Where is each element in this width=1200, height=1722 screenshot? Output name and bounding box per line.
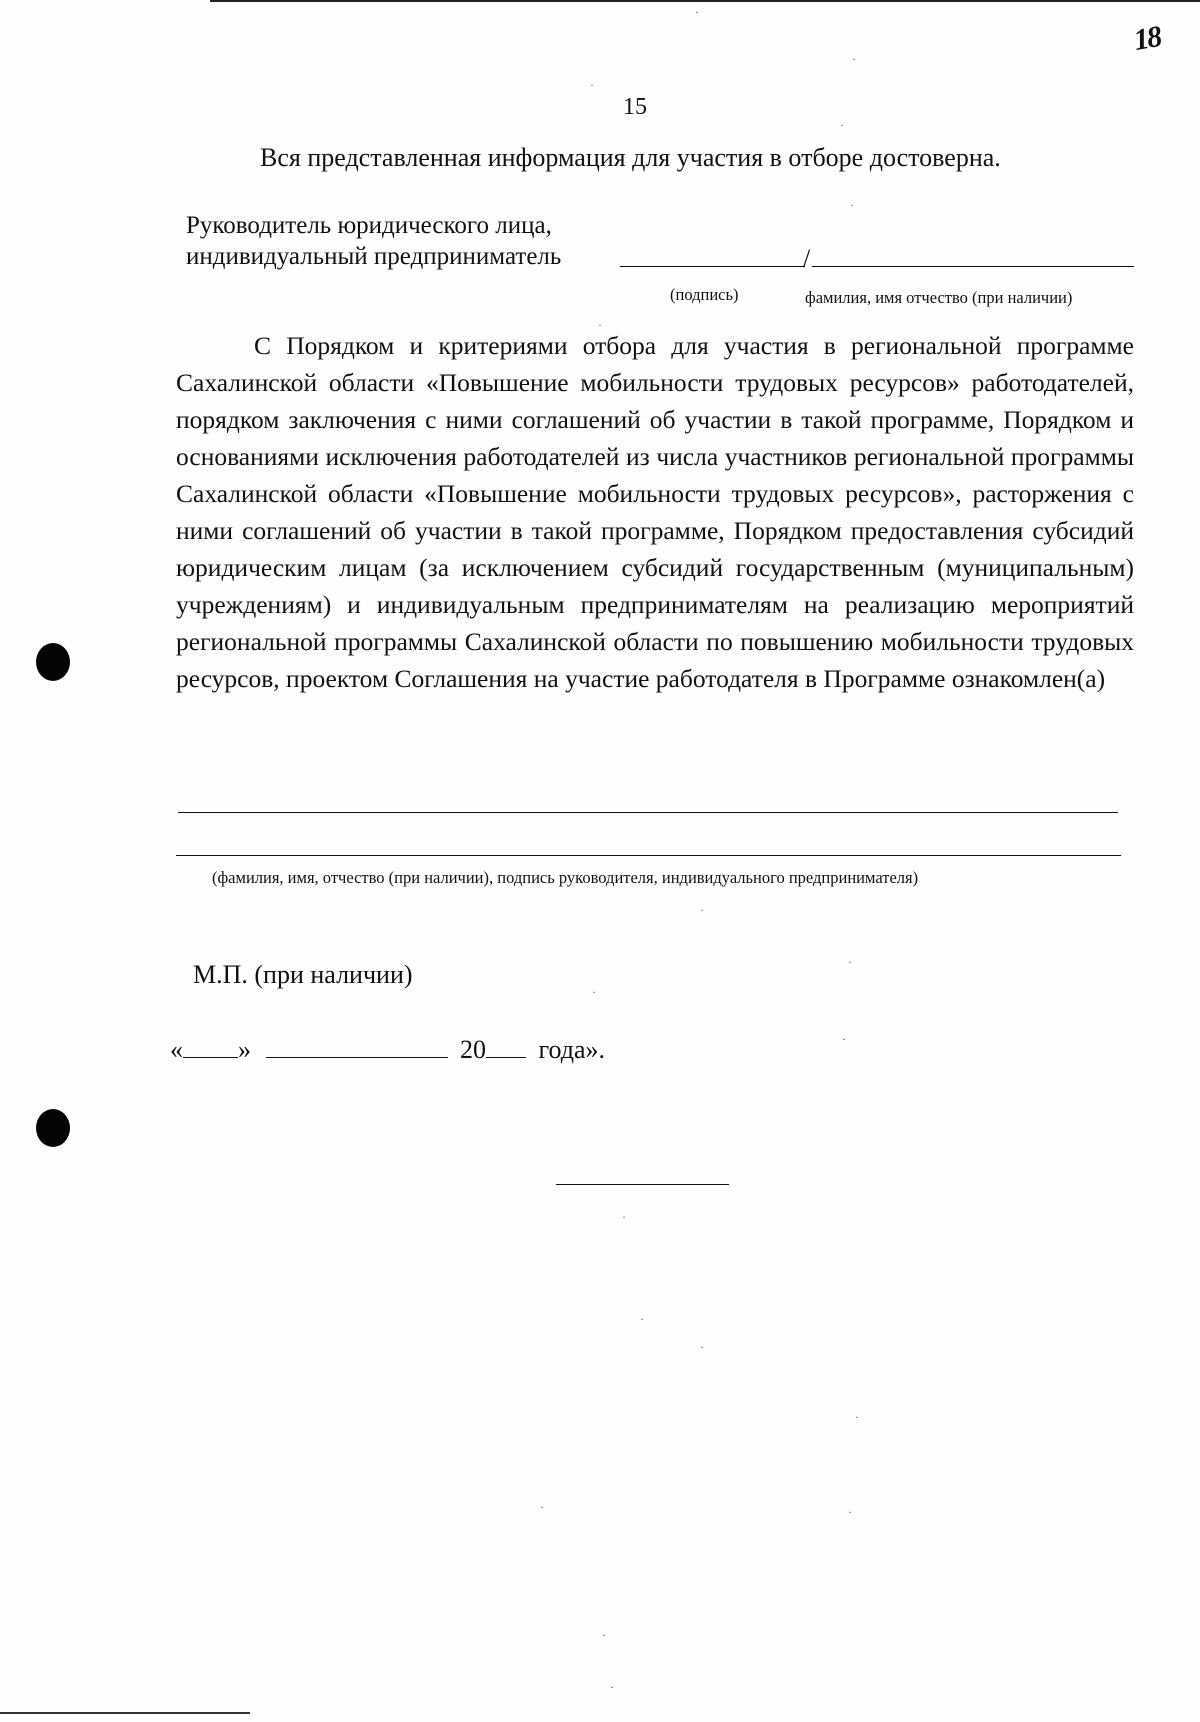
scan-speck: · bbox=[602, 1628, 606, 1642]
scan-speck: · bbox=[848, 955, 852, 969]
scan-speck: · bbox=[598, 318, 602, 332]
scan-edge-top bbox=[210, 0, 1200, 2]
signer-title bbox=[186, 210, 561, 272]
signature-caption: (подпись) bbox=[670, 285, 739, 304]
scan-speck: · bbox=[852, 52, 856, 66]
scan-speck: · bbox=[640, 1312, 644, 1326]
acknowledgement-blank-line-1 bbox=[178, 812, 1118, 813]
scan-speck: · bbox=[700, 1340, 704, 1354]
full-name-blank-line bbox=[812, 266, 1134, 267]
scan-speck: · bbox=[840, 118, 844, 132]
scan-speck: · bbox=[700, 903, 704, 917]
scan-speck: · bbox=[592, 985, 596, 999]
month-blank bbox=[266, 1033, 448, 1058]
punch-hole bbox=[36, 1109, 70, 1147]
scan-speck: · bbox=[842, 1032, 846, 1046]
signer-title-line-2: индивидуальный предприниматель bbox=[186, 243, 562, 270]
page-number: 15 bbox=[623, 94, 647, 120]
end-of-form-rule bbox=[556, 1184, 729, 1185]
scan-speck: · bbox=[695, 5, 699, 19]
stamp-place-label: М.П. (при наличии) bbox=[193, 960, 413, 989]
accuracy-statement: Вся представленная информация для участия в отборе достоверна. bbox=[260, 143, 1001, 172]
date-line bbox=[170, 1033, 605, 1065]
scan-edge-bottom bbox=[0, 1712, 250, 1714]
scan-speck: · bbox=[855, 1410, 859, 1424]
acknowledgement-blank-line-2 bbox=[176, 855, 1121, 856]
scan-speck: · bbox=[590, 78, 594, 92]
year-prefix: 20 bbox=[460, 1035, 486, 1064]
acknowledgement-caption: (фамилия, имя, отчество (при наличии), подпись руководителя, индивидуального предпринимателя) bbox=[212, 868, 919, 887]
punch-hole bbox=[36, 643, 70, 681]
day-blank bbox=[183, 1033, 238, 1058]
scan-speck: · bbox=[610, 1680, 614, 1694]
scan-speck: · bbox=[622, 1210, 626, 1224]
scan-speck: · bbox=[850, 198, 854, 212]
scan-speck: · bbox=[848, 1505, 852, 1519]
handwritten-sheet-number: 18 bbox=[1131, 20, 1163, 58]
date-close-quote: » bbox=[238, 1035, 251, 1064]
full-name-caption: фамилия, имя отчество (при наличии) bbox=[805, 288, 1073, 307]
signature-separator: / bbox=[803, 244, 811, 273]
scan-speck: · bbox=[540, 1500, 544, 1514]
year-blank bbox=[486, 1033, 526, 1058]
signature-blank-line bbox=[620, 266, 805, 267]
date-open-quote: « bbox=[170, 1035, 183, 1064]
date-suffix: года». bbox=[538, 1035, 606, 1064]
signer-title-line-1: Руководитель юридического лица, bbox=[186, 212, 552, 239]
acknowledgement-paragraph: С Порядком и критериями отбора для участия в региональной программе Сахалинской области «Повышение мобильности трудовых ресурсов» работодателей, порядком заключения с ними соглашений об участии в такой программе, Порядком и основаниями исключения работодателей из числа участников региональной программы Сахалинской области «Повышение мобильности трудовых ресурсов», расторжения с ними соглашений об участии в такой программе, Порядком предоставления субсидий юридическим лицам (за исключением субсидий государственным (муниципальным) учреждениям) и индивидуальным предпринимателям на реализацию мероприятий региональной программы Сахалинской области по повышению мобильности трудовых ресурсов, проектом Соглашения на участие работодателя в Программе ознакомлен(а) bbox=[176, 331, 1134, 693]
